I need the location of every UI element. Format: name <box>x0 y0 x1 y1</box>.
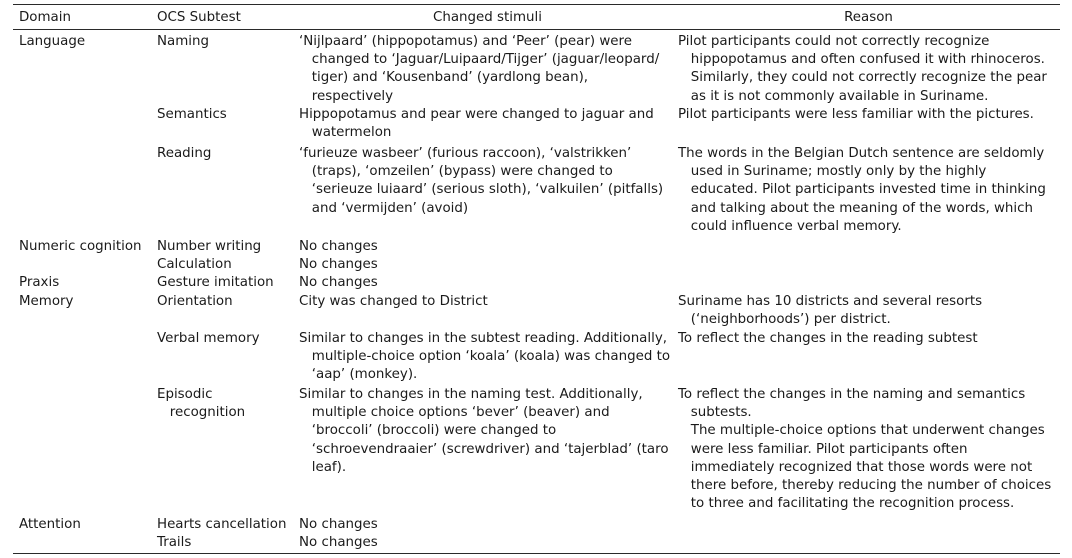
cell-reason: To reflect the changes in the naming and semantics subtests. The multiple-choice options that underwent changes were less familiar. Pilot participants often immediately recognized that those words were not there before, thereby reducing the number of choices to three and facilitating the recognition process. <box>678 387 1052 512</box>
cell-stimuli: Similar to changes in the subtest reading. Additionally, multiple-choice option ‘koala’ (koala) was changed to ‘aap’ (monkey). <box>299 331 671 383</box>
cell-stimuli: City was changed to District <box>299 294 488 309</box>
cell-subtest: Orientation <box>157 294 233 309</box>
header-rule <box>13 29 1060 30</box>
cell-stimuli: No changes <box>299 517 378 532</box>
cell-reason: To reflect the changes in the reading subtest <box>678 331 978 346</box>
cell-stimuli: No changes <box>299 535 378 550</box>
cell-stimuli: Similar to changes in the naming test. Additionally, multiple choice options ‘bever’ (beaver) and ‘broccoli’ (broccoli) were changed to ‘schroevendraaier’ (screwdriver) and ‘tajerblad’ (taro leaf). <box>299 387 669 475</box>
cell-domain: Praxis <box>19 275 60 290</box>
cell-reason: Pilot participants could not correctly recognize hippopotamus and often confused it with rhinoceros. Similarly, they could not correctly recognize the pear as it is not commonly available in Suriname. <box>678 34 1047 104</box>
header-stimuli: Changed stimuli <box>433 10 542 25</box>
top-rule <box>13 4 1060 5</box>
header-reason: Reason <box>844 10 893 25</box>
cell-subtest: Semantics <box>157 107 227 122</box>
header-domain: Domain <box>19 10 71 25</box>
cell-domain: Language <box>19 34 86 49</box>
cell-subtest: Episodic recognition <box>157 387 246 421</box>
cell-reason: The words in the Belgian Dutch sentence are seldomly used in Suriname; mostly only by the highly educated. Pilot participants invested time in thinking and talking about the meaning of the words, which could influence verbal memory. <box>678 146 1046 234</box>
cell-stimuli: No changes <box>299 257 378 272</box>
cell-domain: Attention <box>19 517 81 532</box>
cell-stimuli: ‘Nijlpaard’ (hippopotamus) and ‘Peer’ (pear) were changed to ‘Jaguar/Luipaard/Tijger’ (jaguar/leopard/ tiger) and ‘Kousenband’ (yardlong bean), respectively <box>299 34 660 104</box>
header-subtest: OCS Subtest <box>157 10 241 25</box>
cell-stimuli: No changes <box>299 275 378 290</box>
cell-subtest: Verbal memory <box>157 331 260 346</box>
cell-subtest: Naming <box>157 34 209 49</box>
cell-stimuli: No changes <box>299 239 378 254</box>
cell-subtest: Number writing <box>157 239 262 254</box>
cell-subtest: Hearts cancellation <box>157 517 287 532</box>
cell-domain: Numeric cognition <box>19 239 142 254</box>
cell-subtest: Gesture imitation <box>157 275 274 290</box>
cell-reason: Pilot participants were less familiar with the pictures. <box>678 107 1034 122</box>
cell-subtest: Trails <box>157 535 192 550</box>
cell-subtest: Reading <box>157 146 212 161</box>
bottom-rule <box>13 553 1060 554</box>
cell-domain: Memory <box>19 294 74 309</box>
cell-reason: Suriname has 10 districts and several resorts (‘neighborhoods’) per district. <box>678 294 983 328</box>
cell-stimuli: Hippopotamus and pear were changed to jaguar and watermelon <box>299 107 654 141</box>
cell-subtest: Calculation <box>157 257 232 272</box>
cell-stimuli: ‘furieuze wasbeer’ (furious raccoon), ‘valstrikken’ (traps), ‘omzeilen’ (bypass) were changed to ‘serieuze luiaard’ (serious sloth), ‘valkuilen’ (pitfalls) and ‘vermijden’ (avoid) <box>299 146 664 216</box>
